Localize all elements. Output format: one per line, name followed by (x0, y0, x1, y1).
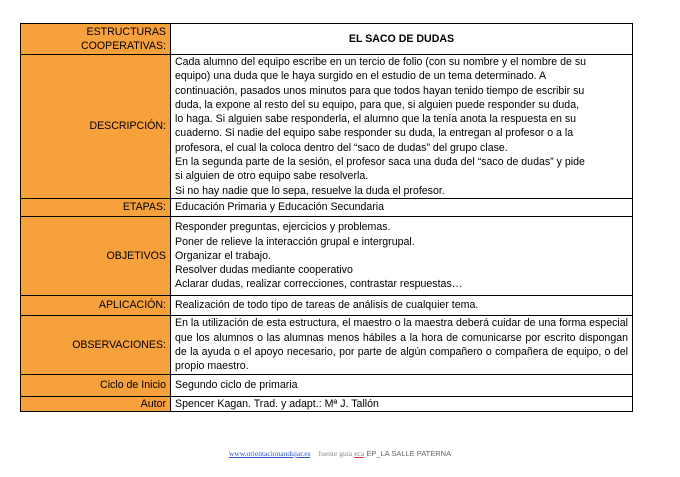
row-observaciones (21, 315, 633, 374)
objetivo-item: Organizar el trabajo. (175, 249, 271, 262)
footer-source-prefix: fuente guía (318, 449, 353, 458)
aplicacion-label: APLICACIÓN: (21, 295, 171, 315)
page-title: EL SACO DE DUDAS (171, 24, 633, 55)
descripcion-line: profesora, el cual la coloca dentro del “saco de dudas” del grupo clase. (175, 141, 508, 154)
header-label (21, 24, 171, 55)
objetivos-label: OBJETIVOS (21, 216, 171, 295)
objetivo-item: Poner de relieve la interacción grupal e intergrupal. (175, 235, 415, 248)
row-aplicacion (21, 295, 633, 315)
descripcion-line: lo haga. Si alguien sabe responderla, el alumno que la tenía anota la respuesta en su (175, 113, 577, 126)
aplicacion-value: Realización de todo tipo de tareas de análisis de cualquier tema. (171, 295, 633, 315)
descripcion-line: duda, la expone al resto del su equipo, para que, si alguien puede responder su duda, (175, 98, 580, 111)
autor-label: Autor (21, 396, 171, 411)
observaciones-text: En la utilización de esta estructura, el maestro o la maestra deberá cuidar de una forma especial que los alumnos o las alumnas menos hábiles a la hora de comunicarse por escrito dispongan de la ayuda o el apoyo necesario, por parte de algún compañero o compañera de equipo, o del propio maestro. (175, 317, 628, 373)
descripcion-line: Cada alumno del equipo escribe en un tercio de folio (con su nombre y el nombre de su (175, 56, 587, 68)
etapas-value: Educación Primaria y Educación Secundaria (171, 198, 633, 216)
header-row (21, 24, 633, 55)
ciclo-label: Ciclo de Inicio (21, 374, 171, 396)
descripcion-content (171, 55, 633, 199)
descripcion-line: Si no hay nadie que lo sepa, resuelve la duda el profesor. (175, 184, 445, 197)
page-footer (0, 449, 680, 458)
objetivos-content (171, 216, 633, 295)
row-autor (21, 396, 633, 411)
observaciones-content (171, 315, 633, 374)
row-ciclo (21, 374, 633, 396)
descripcion-line: continuación, pasados unos minutos para que todos hayan tenido tiempo de escribir su (175, 84, 585, 97)
footer-source-underlined: eca (354, 449, 365, 458)
footer-source-rest: EP_LA SALLE PATERNA (366, 449, 452, 458)
header-label-line1: ESTRUCTURAS (86, 25, 166, 38)
descripcion-line: En la segunda parte de la sesión, el profesor saca una duda del “saco de dudas” y pide (175, 156, 585, 169)
objetivo-item: Responder preguntas, ejercicios y problemas. (175, 221, 391, 234)
header-label-line2: COOPERATIVAS: (81, 40, 166, 52)
ciclo-value: Segundo ciclo de primaria (171, 374, 633, 396)
cooperative-structure-table (20, 23, 633, 412)
objetivo-item: Aclarar dudas, realizar correcciones, contrastar respuestas… (175, 278, 463, 291)
autor-value: Spencer Kagan. Trad. y adapt.: Mª J. Tallón (171, 396, 633, 411)
descripcion-line: cuaderno. Si nadie del equipo sabe responder su duda, la entregan al profesor o a la (175, 127, 574, 140)
row-objetivos (21, 216, 633, 295)
row-etapas (21, 198, 633, 216)
descripcion-label: DESCRIPCIÓN: (21, 55, 171, 199)
descripcion-line: equipo) una duda que le haya surgido en el estudio de un tema determinado. A (175, 70, 547, 83)
objetivo-item: Resolver dudas mediante cooperativo (175, 264, 353, 277)
etapas-label: ETAPAS: (21, 198, 171, 216)
descripcion-line: si alguien de otro equipo sabe resolverla. (175, 170, 369, 183)
footer-link[interactable]: www.orientacionandujar.es (228, 449, 311, 458)
observaciones-label: OBSERVACIONES: (21, 315, 171, 374)
row-descripcion (21, 55, 633, 199)
